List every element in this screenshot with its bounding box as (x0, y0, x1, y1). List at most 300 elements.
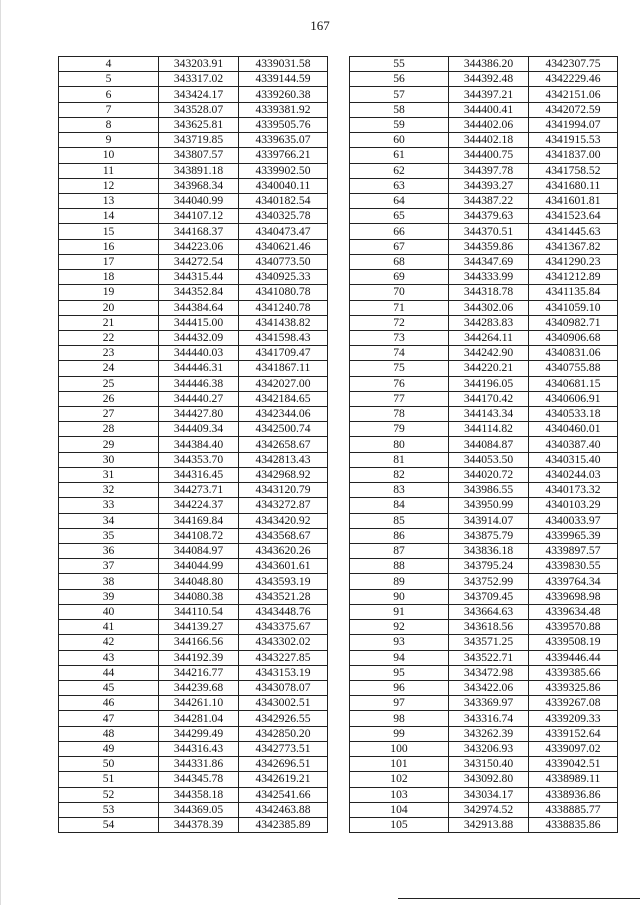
point-number-cell: 103 (350, 787, 449, 802)
point-number-cell: 99 (350, 726, 449, 741)
table-row (59, 102, 328, 117)
table-row (59, 72, 328, 87)
y-coordinate-cell: 4342850.20 (239, 726, 328, 741)
point-number-cell: 72 (350, 315, 449, 330)
x-coordinate-cell: 344440.27 (159, 391, 239, 406)
y-coordinate-cell: 4340040.11 (239, 178, 328, 193)
x-coordinate-cell: 344053.50 (449, 452, 529, 467)
point-number-cell: 36 (59, 544, 159, 559)
point-number-cell: 81 (350, 452, 449, 467)
page-edge (0, 0, 1, 905)
x-coordinate-cell: 343618.56 (449, 620, 529, 635)
y-coordinate-cell: 4340925.33 (239, 270, 328, 285)
x-coordinate-cell: 343709.45 (449, 589, 529, 604)
table-row (350, 72, 618, 87)
point-number-cell: 42 (59, 635, 159, 650)
x-coordinate-cell: 344220.21 (449, 361, 529, 376)
point-number-cell: 33 (59, 498, 159, 513)
point-number-cell: 66 (350, 224, 449, 239)
y-coordinate-cell: 4343002.51 (239, 696, 328, 711)
point-number-cell: 20 (59, 300, 159, 315)
point-number-cell: 53 (59, 802, 159, 817)
point-number-cell: 21 (59, 315, 159, 330)
table-row (59, 680, 328, 695)
point-number-cell: 100 (350, 741, 449, 756)
x-coordinate-cell: 344242.90 (449, 346, 529, 361)
table-row (350, 604, 618, 619)
point-number-cell: 24 (59, 361, 159, 376)
y-coordinate-cell: 4341994.07 (529, 117, 618, 132)
point-number-cell: 46 (59, 696, 159, 711)
y-coordinate-cell: 4341367.82 (529, 239, 618, 254)
y-coordinate-cell: 4339766.21 (239, 148, 328, 163)
table-row (59, 133, 328, 148)
y-coordinate-cell: 4339902.50 (239, 163, 328, 178)
x-coordinate-cell: 344427.80 (159, 407, 239, 422)
table-row (350, 498, 618, 513)
point-number-cell: 69 (350, 270, 449, 285)
y-coordinate-cell: 4342229.46 (529, 72, 618, 87)
point-number-cell: 55 (350, 57, 449, 72)
table-row (59, 376, 328, 391)
point-number-cell: 18 (59, 270, 159, 285)
y-coordinate-cell: 4340103.29 (529, 498, 618, 513)
point-number-cell: 32 (59, 483, 159, 498)
point-number-cell: 5 (59, 72, 159, 87)
x-coordinate-cell: 342974.52 (449, 802, 529, 817)
y-coordinate-cell: 4339508.19 (529, 635, 618, 650)
point-number-cell: 101 (350, 757, 449, 772)
x-coordinate-cell: 343522.71 (449, 650, 529, 665)
point-number-cell: 84 (350, 498, 449, 513)
y-coordinate-cell: 4342926.55 (239, 711, 328, 726)
table-row (59, 346, 328, 361)
point-number-cell: 54 (59, 817, 159, 832)
y-coordinate-cell: 4340982.71 (529, 315, 618, 330)
table-row (350, 437, 618, 452)
table-row (59, 772, 328, 787)
x-coordinate-cell: 344084.87 (449, 437, 529, 452)
y-coordinate-cell: 4343420.92 (239, 513, 328, 528)
y-coordinate-cell: 4342696.51 (239, 757, 328, 772)
table-row (350, 574, 618, 589)
table-row (59, 589, 328, 604)
x-coordinate-cell: 344316.45 (159, 467, 239, 482)
point-number-cell: 28 (59, 422, 159, 437)
y-coordinate-cell: 4341135.84 (529, 285, 618, 300)
x-coordinate-cell: 344114.82 (449, 422, 529, 437)
point-number-cell: 57 (350, 87, 449, 102)
point-number-cell: 83 (350, 483, 449, 498)
point-number-cell: 34 (59, 513, 159, 528)
x-coordinate-cell: 344261.10 (159, 696, 239, 711)
point-number-cell: 13 (59, 193, 159, 208)
table-row (350, 407, 618, 422)
point-number-cell: 8 (59, 117, 159, 132)
table-row (59, 787, 328, 802)
table-row (59, 696, 328, 711)
x-coordinate-cell: 343369.97 (449, 696, 529, 711)
table-row (350, 559, 618, 574)
table-row (350, 787, 618, 802)
point-number-cell: 14 (59, 209, 159, 224)
point-number-cell: 74 (350, 346, 449, 361)
y-coordinate-cell: 4343078.07 (239, 680, 328, 695)
y-coordinate-cell: 4339897.57 (529, 544, 618, 559)
x-coordinate-cell: 344402.18 (449, 133, 529, 148)
table-row (350, 193, 618, 208)
table-row (59, 559, 328, 574)
table-row (350, 422, 618, 437)
y-coordinate-cell: 4341601.81 (529, 193, 618, 208)
x-coordinate-cell: 344352.84 (159, 285, 239, 300)
point-number-cell: 90 (350, 589, 449, 604)
point-number-cell: 47 (59, 711, 159, 726)
table-row (59, 57, 328, 72)
point-number-cell: 102 (350, 772, 449, 787)
table-row (350, 711, 618, 726)
x-coordinate-cell: 344384.64 (159, 300, 239, 315)
x-coordinate-cell: 344110.54 (159, 604, 239, 619)
point-number-cell: 25 (59, 376, 159, 391)
y-coordinate-cell: 4338936.86 (529, 787, 618, 802)
x-coordinate-cell: 344239.68 (159, 680, 239, 695)
x-coordinate-cell: 344415.00 (159, 315, 239, 330)
point-number-cell: 97 (350, 696, 449, 711)
x-coordinate-cell: 344192.39 (159, 650, 239, 665)
table-row (350, 148, 618, 163)
table-row (59, 604, 328, 619)
x-coordinate-cell: 343262.39 (449, 726, 529, 741)
point-number-cell: 91 (350, 604, 449, 619)
x-coordinate-cell: 343316.74 (449, 711, 529, 726)
table-row (350, 589, 618, 604)
y-coordinate-cell: 4342072.59 (529, 102, 618, 117)
x-coordinate-cell: 344345.78 (159, 772, 239, 787)
point-number-cell: 86 (350, 528, 449, 543)
x-coordinate-cell: 343034.17 (449, 787, 529, 802)
y-coordinate-cell: 4340473.47 (239, 224, 328, 239)
x-coordinate-cell: 344283.83 (449, 315, 529, 330)
x-coordinate-cell: 343875.79 (449, 528, 529, 543)
table-row (59, 315, 328, 330)
y-coordinate-cell: 4341523.64 (529, 209, 618, 224)
table-row (350, 57, 618, 72)
point-number-cell: 76 (350, 376, 449, 391)
x-coordinate-cell: 343571.25 (449, 635, 529, 650)
table-row (59, 209, 328, 224)
table-row (59, 163, 328, 178)
table-row (350, 285, 618, 300)
table-row (350, 467, 618, 482)
point-number-cell: 73 (350, 330, 449, 345)
table-row (350, 650, 618, 665)
x-coordinate-cell: 343950.99 (449, 498, 529, 513)
y-coordinate-cell: 4342500.74 (239, 422, 328, 437)
point-number-cell: 82 (350, 467, 449, 482)
x-coordinate-cell: 344333.99 (449, 270, 529, 285)
x-coordinate-cell: 342913.88 (449, 817, 529, 832)
x-coordinate-cell: 344302.06 (449, 300, 529, 315)
y-coordinate-cell: 4343227.85 (239, 650, 328, 665)
point-number-cell: 75 (350, 361, 449, 376)
point-number-cell: 44 (59, 665, 159, 680)
table-row (350, 102, 618, 117)
y-coordinate-cell: 4339698.98 (529, 589, 618, 604)
y-coordinate-cell: 4339635.07 (239, 133, 328, 148)
x-coordinate-cell: 343625.81 (159, 117, 239, 132)
x-coordinate-cell: 343836.18 (449, 544, 529, 559)
point-number-cell: 104 (350, 802, 449, 817)
table-row (59, 391, 328, 406)
y-coordinate-cell: 4342813.43 (239, 452, 328, 467)
table-row (350, 330, 618, 345)
point-number-cell: 49 (59, 741, 159, 756)
y-coordinate-cell: 4340533.18 (529, 407, 618, 422)
point-number-cell: 93 (350, 635, 449, 650)
table-row (59, 407, 328, 422)
x-coordinate-cell: 344143.34 (449, 407, 529, 422)
y-coordinate-cell: 4343568.67 (239, 528, 328, 543)
footer-rule (398, 898, 640, 899)
table-row (350, 133, 618, 148)
table-row (59, 193, 328, 208)
y-coordinate-cell: 4341837.00 (529, 148, 618, 163)
table-row (59, 117, 328, 132)
table-row (350, 680, 618, 695)
x-coordinate-cell: 344370.51 (449, 224, 529, 239)
x-coordinate-cell: 343664.63 (449, 604, 529, 619)
table-row (59, 757, 328, 772)
y-coordinate-cell: 4343521.28 (239, 589, 328, 604)
x-coordinate-cell: 344400.75 (449, 148, 529, 163)
y-coordinate-cell: 4342773.51 (239, 741, 328, 756)
table-row (59, 635, 328, 650)
x-coordinate-cell: 344272.54 (159, 254, 239, 269)
point-number-cell: 71 (350, 300, 449, 315)
y-coordinate-cell: 4343448.76 (239, 604, 328, 619)
y-coordinate-cell: 4342541.66 (239, 787, 328, 802)
point-number-cell: 60 (350, 133, 449, 148)
x-coordinate-cell: 343807.57 (159, 148, 239, 163)
y-coordinate-cell: 4343620.26 (239, 544, 328, 559)
point-number-cell: 52 (59, 787, 159, 802)
y-coordinate-cell: 4342151.06 (529, 87, 618, 102)
y-coordinate-cell: 4341680.11 (529, 178, 618, 193)
y-coordinate-cell: 4339965.39 (529, 528, 618, 543)
table-row (350, 346, 618, 361)
x-coordinate-cell: 344397.78 (449, 163, 529, 178)
x-coordinate-cell: 344084.97 (159, 544, 239, 559)
y-coordinate-cell: 4341438.82 (239, 315, 328, 330)
y-coordinate-cell: 4339097.02 (529, 741, 618, 756)
y-coordinate-cell: 4339385.66 (529, 665, 618, 680)
y-coordinate-cell: 4341290.23 (529, 254, 618, 269)
y-coordinate-cell: 4339634.48 (529, 604, 618, 619)
x-coordinate-cell: 344440.03 (159, 346, 239, 361)
x-coordinate-cell: 343719.85 (159, 133, 239, 148)
table-row (350, 376, 618, 391)
point-number-cell: 39 (59, 589, 159, 604)
point-number-cell: 29 (59, 437, 159, 452)
x-coordinate-cell: 343150.40 (449, 757, 529, 772)
table-row (59, 437, 328, 452)
y-coordinate-cell: 4339325.86 (529, 680, 618, 695)
point-number-cell: 7 (59, 102, 159, 117)
x-coordinate-cell: 344446.31 (159, 361, 239, 376)
y-coordinate-cell: 4340606.91 (529, 391, 618, 406)
y-coordinate-cell: 4342307.75 (529, 57, 618, 72)
y-coordinate-cell: 4340173.32 (529, 483, 618, 498)
y-coordinate-cell: 4342463.88 (239, 802, 328, 817)
point-number-cell: 48 (59, 726, 159, 741)
x-coordinate-cell: 344048.80 (159, 574, 239, 589)
y-coordinate-cell: 4340033.97 (529, 513, 618, 528)
y-coordinate-cell: 4340387.40 (529, 437, 618, 452)
y-coordinate-cell: 4341240.78 (239, 300, 328, 315)
x-coordinate-cell: 344379.63 (449, 209, 529, 224)
y-coordinate-cell: 4342344.06 (239, 407, 328, 422)
y-coordinate-cell: 4339446.44 (529, 650, 618, 665)
y-coordinate-cell: 4342184.65 (239, 391, 328, 406)
x-coordinate-cell: 344299.49 (159, 726, 239, 741)
table-row (350, 209, 618, 224)
table-row (59, 224, 328, 239)
x-coordinate-cell: 344387.22 (449, 193, 529, 208)
x-coordinate-cell: 343203.91 (159, 57, 239, 72)
x-coordinate-cell: 344409.34 (159, 422, 239, 437)
coordinates-table-right (349, 56, 618, 833)
y-coordinate-cell: 4339570.88 (529, 620, 618, 635)
y-coordinate-cell: 4340244.03 (529, 467, 618, 482)
point-number-cell: 50 (59, 757, 159, 772)
y-coordinate-cell: 4340755.88 (529, 361, 618, 376)
y-coordinate-cell: 4339505.76 (239, 117, 328, 132)
x-coordinate-cell: 343891.18 (159, 163, 239, 178)
x-coordinate-cell: 344378.39 (159, 817, 239, 832)
point-number-cell: 30 (59, 452, 159, 467)
x-coordinate-cell: 344315.44 (159, 270, 239, 285)
table-row (350, 802, 618, 817)
table-row (350, 178, 618, 193)
point-number-cell: 85 (350, 513, 449, 528)
y-coordinate-cell: 4341915.53 (529, 133, 618, 148)
x-coordinate-cell: 344273.71 (159, 483, 239, 498)
y-coordinate-cell: 4339152.64 (529, 726, 618, 741)
table-row (350, 452, 618, 467)
x-coordinate-cell: 344359.86 (449, 239, 529, 254)
x-coordinate-cell: 343424.17 (159, 87, 239, 102)
y-coordinate-cell: 4340773.50 (239, 254, 328, 269)
table-row (350, 741, 618, 756)
point-number-cell: 41 (59, 620, 159, 635)
point-number-cell: 15 (59, 224, 159, 239)
table-row (59, 620, 328, 635)
x-coordinate-cell: 344369.05 (159, 802, 239, 817)
y-coordinate-cell: 4341758.52 (529, 163, 618, 178)
point-number-cell: 17 (59, 254, 159, 269)
table-row (350, 528, 618, 543)
table-row (59, 254, 328, 269)
table-row (59, 741, 328, 756)
point-number-cell: 70 (350, 285, 449, 300)
coordinates-table-left (58, 56, 328, 833)
x-coordinate-cell: 344044.99 (159, 559, 239, 574)
y-coordinate-cell: 4342658.67 (239, 437, 328, 452)
y-coordinate-cell: 4343272.87 (239, 498, 328, 513)
x-coordinate-cell: 343422.06 (449, 680, 529, 695)
y-coordinate-cell: 4341598.43 (239, 330, 328, 345)
point-number-cell: 22 (59, 330, 159, 345)
table-row (350, 300, 618, 315)
x-coordinate-cell: 343752.99 (449, 574, 529, 589)
point-number-cell: 4 (59, 57, 159, 72)
table-row (59, 498, 328, 513)
table-row (59, 802, 328, 817)
x-coordinate-cell: 344216.77 (159, 665, 239, 680)
y-coordinate-cell: 4339260.38 (239, 87, 328, 102)
table-row (350, 224, 618, 239)
point-number-cell: 23 (59, 346, 159, 361)
point-number-cell: 94 (350, 650, 449, 665)
y-coordinate-cell: 4340621.46 (239, 239, 328, 254)
y-coordinate-cell: 4338989.11 (529, 772, 618, 787)
x-coordinate-cell: 344446.38 (159, 376, 239, 391)
y-coordinate-cell: 4338835.86 (529, 817, 618, 832)
table-row (59, 544, 328, 559)
page-number: 167 (310, 18, 330, 33)
point-number-cell: 12 (59, 178, 159, 193)
table-row (59, 711, 328, 726)
table-row (59, 300, 328, 315)
point-number-cell: 37 (59, 559, 159, 574)
x-coordinate-cell: 343986.55 (449, 483, 529, 498)
table-row (350, 391, 618, 406)
x-coordinate-cell: 344384.40 (159, 437, 239, 452)
y-coordinate-cell: 4341709.47 (239, 346, 328, 361)
y-coordinate-cell: 4340182.54 (239, 193, 328, 208)
table-row (350, 117, 618, 132)
table-row (350, 270, 618, 285)
table-row (350, 483, 618, 498)
x-coordinate-cell: 344166.56 (159, 635, 239, 650)
table-row (59, 513, 328, 528)
y-coordinate-cell: 4340325.78 (239, 209, 328, 224)
point-number-cell: 45 (59, 680, 159, 695)
y-coordinate-cell: 4339031.58 (239, 57, 328, 72)
point-number-cell: 6 (59, 87, 159, 102)
table-row (350, 513, 618, 528)
table-row (59, 239, 328, 254)
point-number-cell: 88 (350, 559, 449, 574)
table-row (350, 315, 618, 330)
x-coordinate-cell: 344168.37 (159, 224, 239, 239)
x-coordinate-cell: 343206.93 (449, 741, 529, 756)
x-coordinate-cell: 343795.24 (449, 559, 529, 574)
y-coordinate-cell: 4339209.33 (529, 711, 618, 726)
point-number-cell: 87 (350, 544, 449, 559)
point-number-cell: 77 (350, 391, 449, 406)
point-number-cell: 27 (59, 407, 159, 422)
table-row (350, 361, 618, 376)
point-number-cell: 31 (59, 467, 159, 482)
x-coordinate-cell: 344139.27 (159, 620, 239, 635)
point-number-cell: 65 (350, 209, 449, 224)
y-coordinate-cell: 4339764.34 (529, 574, 618, 589)
point-number-cell: 63 (350, 178, 449, 193)
y-coordinate-cell: 4343375.67 (239, 620, 328, 635)
x-coordinate-cell: 344392.48 (449, 72, 529, 87)
